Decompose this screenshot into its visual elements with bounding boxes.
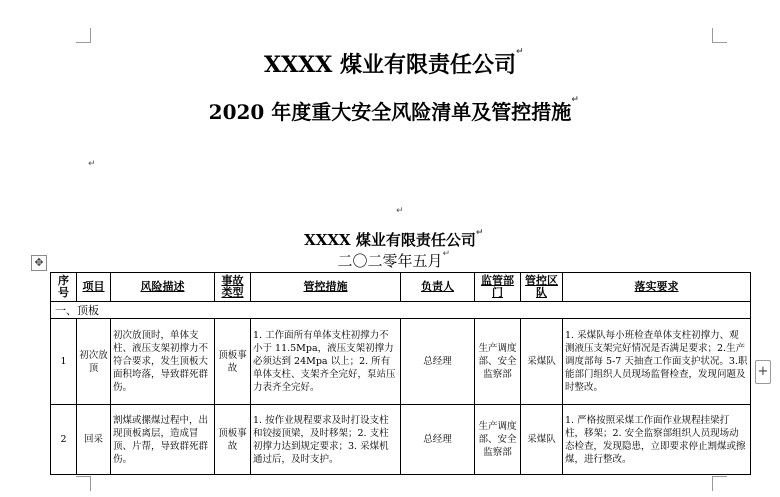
company-title-text: XXXX 煤业有限责任公司: [264, 52, 516, 78]
cell-risk[interactable]: 割煤或摞煤过程中，出现顶板离层，造成冒顶、片帮，导致群死群伤。: [111, 405, 215, 475]
table-header-row: [51, 273, 751, 302]
plus-icon[interactable]: +: [755, 360, 771, 384]
cell-owner[interactable]: 总经理: [401, 319, 475, 405]
cell-type[interactable]: 顶板事故: [215, 405, 251, 475]
header-no[interactable]: 序号: [51, 273, 77, 302]
cell-team[interactable]: 采煤队: [521, 319, 563, 405]
crop-mark-top-right: [712, 28, 727, 43]
header-item[interactable]: 项目: [77, 273, 111, 302]
header-req[interactable]: 落实要求: [563, 273, 751, 302]
section-title[interactable]: 一、顶板: [51, 302, 751, 319]
paragraph-mark-icon: ↵: [571, 95, 579, 105]
cover-date-text: 二〇二零年五月: [337, 252, 443, 270]
crop-mark-bottom-right: [712, 476, 727, 491]
cell-dept[interactable]: 生产调度部、安全监察部: [475, 319, 521, 405]
cell-no[interactable]: 1: [51, 319, 77, 405]
cell-measures[interactable]: 1. 按作业规程要求及时打设支柱和铰接顶梁，及时移架；2. 支柱初撑力达到规定要求；3. 采煤机通过后，及时支护。: [251, 405, 401, 475]
cell-owner[interactable]: 总经理: [401, 405, 475, 475]
crop-mark-bottom-left: [76, 476, 91, 491]
table-section-row: [51, 302, 751, 319]
cell-req[interactable]: 1. 采煤队每小班检查单体支柱初撑力、观测液压支架完好情况是否满足要求；2.生产调度部每 5-7 天抽查工作面支护状况。3.职能部门组织人员现场监督检查，发现问题及时整改。: [563, 319, 751, 405]
cell-dept[interactable]: 生产调度部、安全监察部: [475, 405, 521, 475]
header-type[interactable]: 事故类型: [215, 273, 251, 302]
crop-mark-top-left: [76, 28, 91, 43]
paragraph-mark-icon: ↵: [396, 206, 404, 216]
cell-item[interactable]: 初次放顶: [77, 319, 111, 405]
header-measures[interactable]: 管控措施: [251, 273, 401, 302]
move-icon[interactable]: ✥: [31, 255, 47, 271]
document-company-title[interactable]: [0, 48, 780, 79]
paragraph-mark-icon: ↵: [515, 47, 524, 57]
cell-no[interactable]: 2: [51, 405, 77, 475]
cell-req[interactable]: 1. 严格按照采煤工作面作业规程挂梁打柱，移架；2. 安全监察部组织人员现场动态检查，发现隐患，立即要求停止割煤或擦煤，进行整改。: [563, 405, 751, 475]
document-main-title[interactable]: [0, 96, 780, 125]
cell-team[interactable]: 采煤队: [521, 405, 563, 475]
header-owner[interactable]: 负责人: [401, 273, 475, 302]
risk-table[interactable]: [50, 272, 751, 475]
header-team[interactable]: 管控区队: [521, 273, 563, 302]
header-dept[interactable]: 监管部门: [475, 273, 521, 302]
header-risk[interactable]: 风险描述: [111, 273, 215, 302]
table-row: [51, 319, 751, 405]
cell-measures[interactable]: 1. 工作面所有单体支柱初撑力不小于 11.5Mpa，液压支架初撑力必须达到 24Mpa 以上；2. 所有单体支柱、支架齐全完好，泵站压力表齐全完好。: [251, 319, 401, 405]
main-title-text: 2020 年度重大安全风险清单及管控措施: [208, 100, 572, 124]
table-row: [51, 405, 751, 475]
cell-item[interactable]: 回采: [77, 405, 111, 475]
paragraph-mark-icon: ↵: [475, 228, 484, 238]
paragraph-mark-icon: ↵: [442, 249, 451, 259]
cell-risk[interactable]: 初次放顶时，单体支柱、液压支架初撑力不符合要求，发生顶板大面积垮落，导致群死群伤。: [111, 319, 215, 405]
cover-date[interactable]: [0, 250, 780, 271]
cover-company-text: XXXX 煤业有限责任公司: [304, 231, 476, 249]
paragraph-mark-icon: ↵: [88, 159, 96, 169]
cover-company-name[interactable]: [0, 229, 780, 250]
cell-type[interactable]: 顶板事故: [215, 319, 251, 405]
